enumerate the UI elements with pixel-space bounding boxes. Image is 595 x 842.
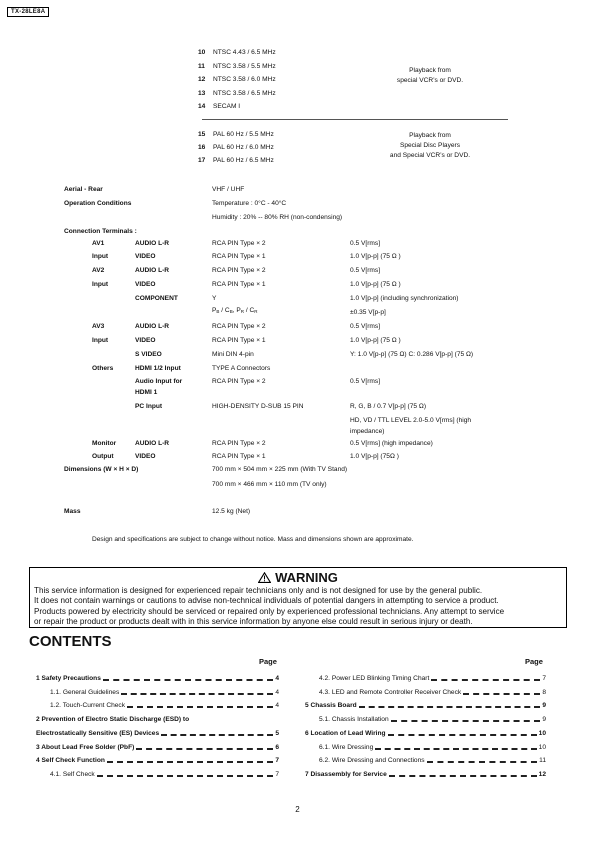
spec-cell-c4: ±0.35 V[p-p] [350, 309, 386, 316]
operation-label: Operation Conditions [64, 200, 132, 207]
spec-cell-c2: HDMI 1/2 Input [135, 365, 181, 372]
warning-box [29, 567, 567, 628]
dimensions-value-stand: 700 mm × 504 mm × 225 mm (With TV Stand) [212, 466, 348, 473]
toc-entry-label: 2 Prevention of Electro Static Discharge (ESD) to [36, 716, 190, 723]
warning-line: Products powered by electricity should be serviced or repaired only by experienced professional technicians. Any attempt to service [34, 606, 505, 616]
toc-entry-label: 3 About Lead Free Solder (PbF) [36, 744, 135, 751]
warning-line: This service information is designed for experienced repair technicians only and is not designed for use by the general public. [34, 586, 483, 595]
toc-entry-page: 12 [538, 771, 546, 778]
toc-entry-label: 6.2. Wire Dressing and Connections [319, 757, 425, 764]
spec-cell-c4: HD, VD / TTL LEVEL 2.0-5.0 V[rms] (high [350, 417, 472, 424]
system-number: 12 [198, 76, 206, 83]
spec-cell-c3: Mini DIN 4-pin [212, 351, 254, 358]
component-pbpr: $P_B / C_B$, $P_R / C_R$ [212, 307, 258, 314]
system-text: NTSC 3.58 / 6.0 MHz [213, 76, 276, 83]
warning-text [34, 586, 562, 627]
toc-leader-dots [97, 775, 274, 777]
toc-entry-page: 7 [275, 771, 279, 778]
toc-leader-dots [136, 748, 273, 750]
dimensions-label: Dimensions (W × H × D) [64, 466, 139, 473]
spec-cell-c4: 1.0 V[p-p] (75 Ω ) [350, 337, 401, 344]
warning-title-text: WARNING [275, 570, 338, 585]
toc-entry-label: 4.2. Power LED Blinking Timing Chart [319, 675, 430, 682]
spec-cell-c1: Output [92, 453, 114, 460]
page-number: 2 [295, 805, 300, 814]
toc-entry[interactable] [36, 729, 279, 738]
playback-note-disc [350, 131, 510, 161]
toc-entry-label: 1.2. Touch-Current Check [50, 702, 126, 709]
spec-cell-c4: 0.5 V[rms] (high impedance) [350, 440, 433, 447]
page-column-header-right: Page [525, 657, 543, 666]
humidity-value: Humidity : 20% -- 80% RH (non-condensing) [212, 214, 343, 221]
toc-entry-page: 11 [539, 757, 546, 764]
system-text: NTSC 3.58 / 5.5 MHz [213, 63, 276, 70]
toc-entry[interactable] [319, 743, 546, 752]
toc-entry[interactable] [36, 715, 279, 724]
toc-entry-label: 4.3. LED and Remote Controller Receiver Check [319, 689, 462, 696]
playback-note-vcr [350, 66, 510, 86]
spec-cell-c4: 0.5 V[rms] [350, 323, 381, 330]
toc-entry[interactable] [36, 756, 279, 765]
system-number: 16 [198, 144, 206, 151]
system-text: PAL 60 Hz / 6.5 MHz [213, 157, 274, 164]
toc-entry[interactable] [305, 770, 546, 779]
spec-cell-c4: 1.0 V[p-p] (75 Ω ) [350, 253, 401, 260]
spec-cell-c3: RCA PIN Type × 2 [212, 240, 266, 247]
aerial-value: VHF / UHF [212, 186, 245, 193]
toc-leader-dots [427, 761, 538, 763]
spec-cell-c3: HIGH-DENSITY D-SUB 15 PIN [212, 403, 304, 410]
page-column-header-left: Page [259, 657, 277, 666]
toc-entry[interactable] [319, 688, 546, 697]
toc-entry-label: 5.1. Chassis Installation [319, 716, 389, 723]
toc-leader-dots [359, 706, 541, 708]
toc-entry-label: 7 Disassembly for Service [305, 771, 387, 778]
warning-line: or repair the product or products dealt with in this service information by anyone else could result in serious injury or death. [34, 616, 473, 626]
spec-cell-c1: Input [92, 337, 109, 344]
system-number: 11 [198, 63, 205, 70]
spec-cell-c2: COMPONENT [135, 295, 178, 302]
toc-leader-dots [463, 693, 540, 695]
spec-cell-c4: 1.0 V[p-p] (75 Ω ) [350, 281, 401, 288]
toc-leader-dots [161, 734, 273, 736]
toc-entry[interactable] [319, 715, 546, 724]
spec-cell-c4: impedance) [350, 428, 385, 435]
system-text: PAL 60 Hz / 5.5 MHz [213, 131, 274, 138]
toc-entry[interactable] [319, 674, 546, 683]
toc-entry-page: 6 [275, 744, 279, 751]
system-number: 15 [198, 131, 206, 138]
toc-entry-page: 8 [542, 689, 546, 696]
toc-leader-dots [121, 693, 273, 695]
toc-leader-dots [431, 679, 540, 681]
toc-leader-dots [107, 761, 273, 763]
toc-entry[interactable] [305, 701, 546, 710]
spec-cell-c1: Monitor [92, 440, 117, 447]
toc-entry-page: 10 [538, 730, 546, 737]
toc-entry-label: 4.1. Self Check [50, 771, 95, 778]
toc-entry[interactable] [319, 756, 546, 765]
spec-cell-c2: AUDIO L-R [135, 267, 170, 274]
spec-cell-c3: RCA PIN Type × 2 [212, 440, 266, 447]
toc-entry-label: 1.1. General Guidelines [50, 689, 120, 696]
spec-cell-c3: RCA PIN Type × 1 [212, 253, 266, 260]
system-text: NTSC 4.43 / 6.5 MHz [213, 49, 276, 56]
toc-entry-page: 7 [542, 675, 546, 682]
toc-leader-dots [127, 706, 273, 708]
separator-line [202, 119, 508, 120]
terminals-label: Connection Terminals : [64, 228, 137, 235]
spec-cell-c2: VIDEO [135, 453, 156, 460]
toc-entry-label: 6 Location of Lead Wiring [305, 730, 386, 737]
spec-cell-c3: RCA PIN Type × 1 [212, 337, 266, 344]
warning-triangle-icon [258, 572, 271, 583]
note-line: Playback from [409, 132, 451, 139]
toc-leader-dots [375, 748, 536, 750]
note-line: special VCR’s or DVD. [396, 77, 464, 84]
disclaimer: Design and specifications are subject to change without notice. Mass and dimensions shown are approximate. [92, 536, 414, 543]
spec-cell-c2: VIDEO [135, 281, 156, 288]
toc-entry-page: 10 [538, 744, 546, 751]
toc-leader-dots [388, 734, 537, 736]
toc-entry-label: 4 Self Check Function [36, 757, 105, 764]
toc-entry-page: 4 [275, 675, 279, 682]
spec-cell-c2: VIDEO [135, 337, 156, 344]
toc-entry-page: 7 [275, 757, 279, 764]
spec-cell-c4: 1.0 V[p-p] (75Ω ) [350, 453, 399, 460]
warning-title [30, 570, 566, 585]
system-text: NTSC 3.58 / 6.5 MHz [213, 90, 276, 97]
toc-entry-label: 6.1. Wire Dressing [319, 744, 374, 751]
spec-cell-c3: RCA PIN Type × 1 [212, 281, 266, 288]
spec-cell-c1: Input [92, 281, 109, 288]
spec-cell-c4: Y: 1.0 V[p-p] (75 Ω) C: 0.286 V[p-p] (75 Ω) [350, 351, 474, 358]
toc-entry-page: 9 [542, 716, 546, 723]
note-line: and Special VCR’s or DVD. [389, 152, 471, 159]
spec-cell-c1: AV2 [92, 267, 105, 274]
spec-cell-c1: AV1 [92, 240, 105, 247]
spec-cell-c2: AUDIO L-R [135, 440, 170, 447]
spec-cell-c2: S VIDEO [135, 351, 162, 358]
toc-entry[interactable] [305, 729, 546, 738]
system-text: SECAM I [213, 103, 241, 110]
toc-entry-label: 5 Chassis Board [305, 702, 357, 709]
toc-leader-dots [103, 679, 273, 681]
spec-cell-c1: AV3 [92, 323, 105, 330]
toc-entry-label: 1 Safety Precautions [36, 675, 101, 682]
spec-cell-c3: RCA PIN Type × 2 [212, 267, 266, 274]
spec-cell-c3: RCA PIN Type × 2 [212, 378, 266, 385]
system-number: 14 [198, 103, 206, 110]
system-number: 17 [198, 157, 206, 164]
system-number: 10 [198, 49, 206, 56]
spec-cell-c4: 0.5 V[rms] [350, 240, 381, 247]
spec-cell-c4: R, G, B / 0.7 V[p-p] (75 Ω) [350, 403, 427, 410]
toc-entry[interactable] [36, 674, 279, 683]
mass-label: Mass [64, 508, 81, 515]
spec-cell-c2: HDMI 1 [135, 389, 158, 396]
warning-line: It does not contain warnings or cautions to advise non-technical individuals of potential dangers in attempting to service a product. [34, 596, 499, 606]
spec-cell-c1: Others [92, 365, 114, 372]
aerial-label: Aerial - Rear [64, 186, 103, 193]
spec-cell-c3: TYPE A Connectors [212, 365, 271, 372]
note-line: Special Disc Players [399, 142, 461, 149]
note-line: Playback from [409, 67, 451, 74]
dimensions-value-tv: 700 mm × 466 mm × 110 mm (TV only) [212, 481, 327, 488]
toc-entry-page: 4 [275, 702, 279, 709]
model-number-label: TX-28LE8A [7, 7, 49, 17]
spec-cell-c4: 1.0 V[p-p] (including synchronization) [350, 295, 459, 302]
spec-cell-c2: Audio Input for [135, 378, 183, 385]
toc-entry[interactable] [50, 701, 279, 710]
toc-leader-dots [389, 775, 537, 777]
toc-entry[interactable] [50, 770, 279, 779]
toc-entry-page: 9 [542, 702, 546, 709]
spec-cell-c3: RCA PIN Type × 1 [212, 453, 266, 460]
spec-cell-c1: Input [92, 253, 109, 260]
spec-cell-c2: PC Input [135, 403, 163, 410]
toc-entry[interactable] [36, 743, 279, 752]
toc-entry-page: 4 [275, 689, 279, 696]
toc-entry-page: 5 [275, 730, 279, 737]
spec-cell-c2: AUDIO L-R [135, 323, 170, 330]
system-number: 13 [198, 90, 206, 97]
mass-value: 12.5 kg (Net) [212, 508, 251, 515]
spec-cell-c4: 0.5 V[rms] [350, 267, 381, 274]
system-text: PAL 60 Hz / 6.0 MHz [213, 144, 274, 151]
toc-leader-dots [391, 720, 541, 722]
spec-cell-c3: Y [212, 295, 217, 302]
toc-entry-label: Electrostatically Sensitive (ES) Devices [36, 730, 160, 737]
spec-cell-c3: RCA PIN Type × 2 [212, 323, 266, 330]
contents-title: CONTENTS [29, 633, 112, 650]
toc-entry[interactable] [50, 688, 279, 697]
spec-cell-c4: 0.5 V[rms] [350, 378, 381, 385]
temperature-value: Temperature : 0°C - 40°C [212, 200, 287, 207]
spec-cell-c2: VIDEO [135, 253, 156, 260]
spec-cell-c2: AUDIO L-R [135, 240, 170, 247]
